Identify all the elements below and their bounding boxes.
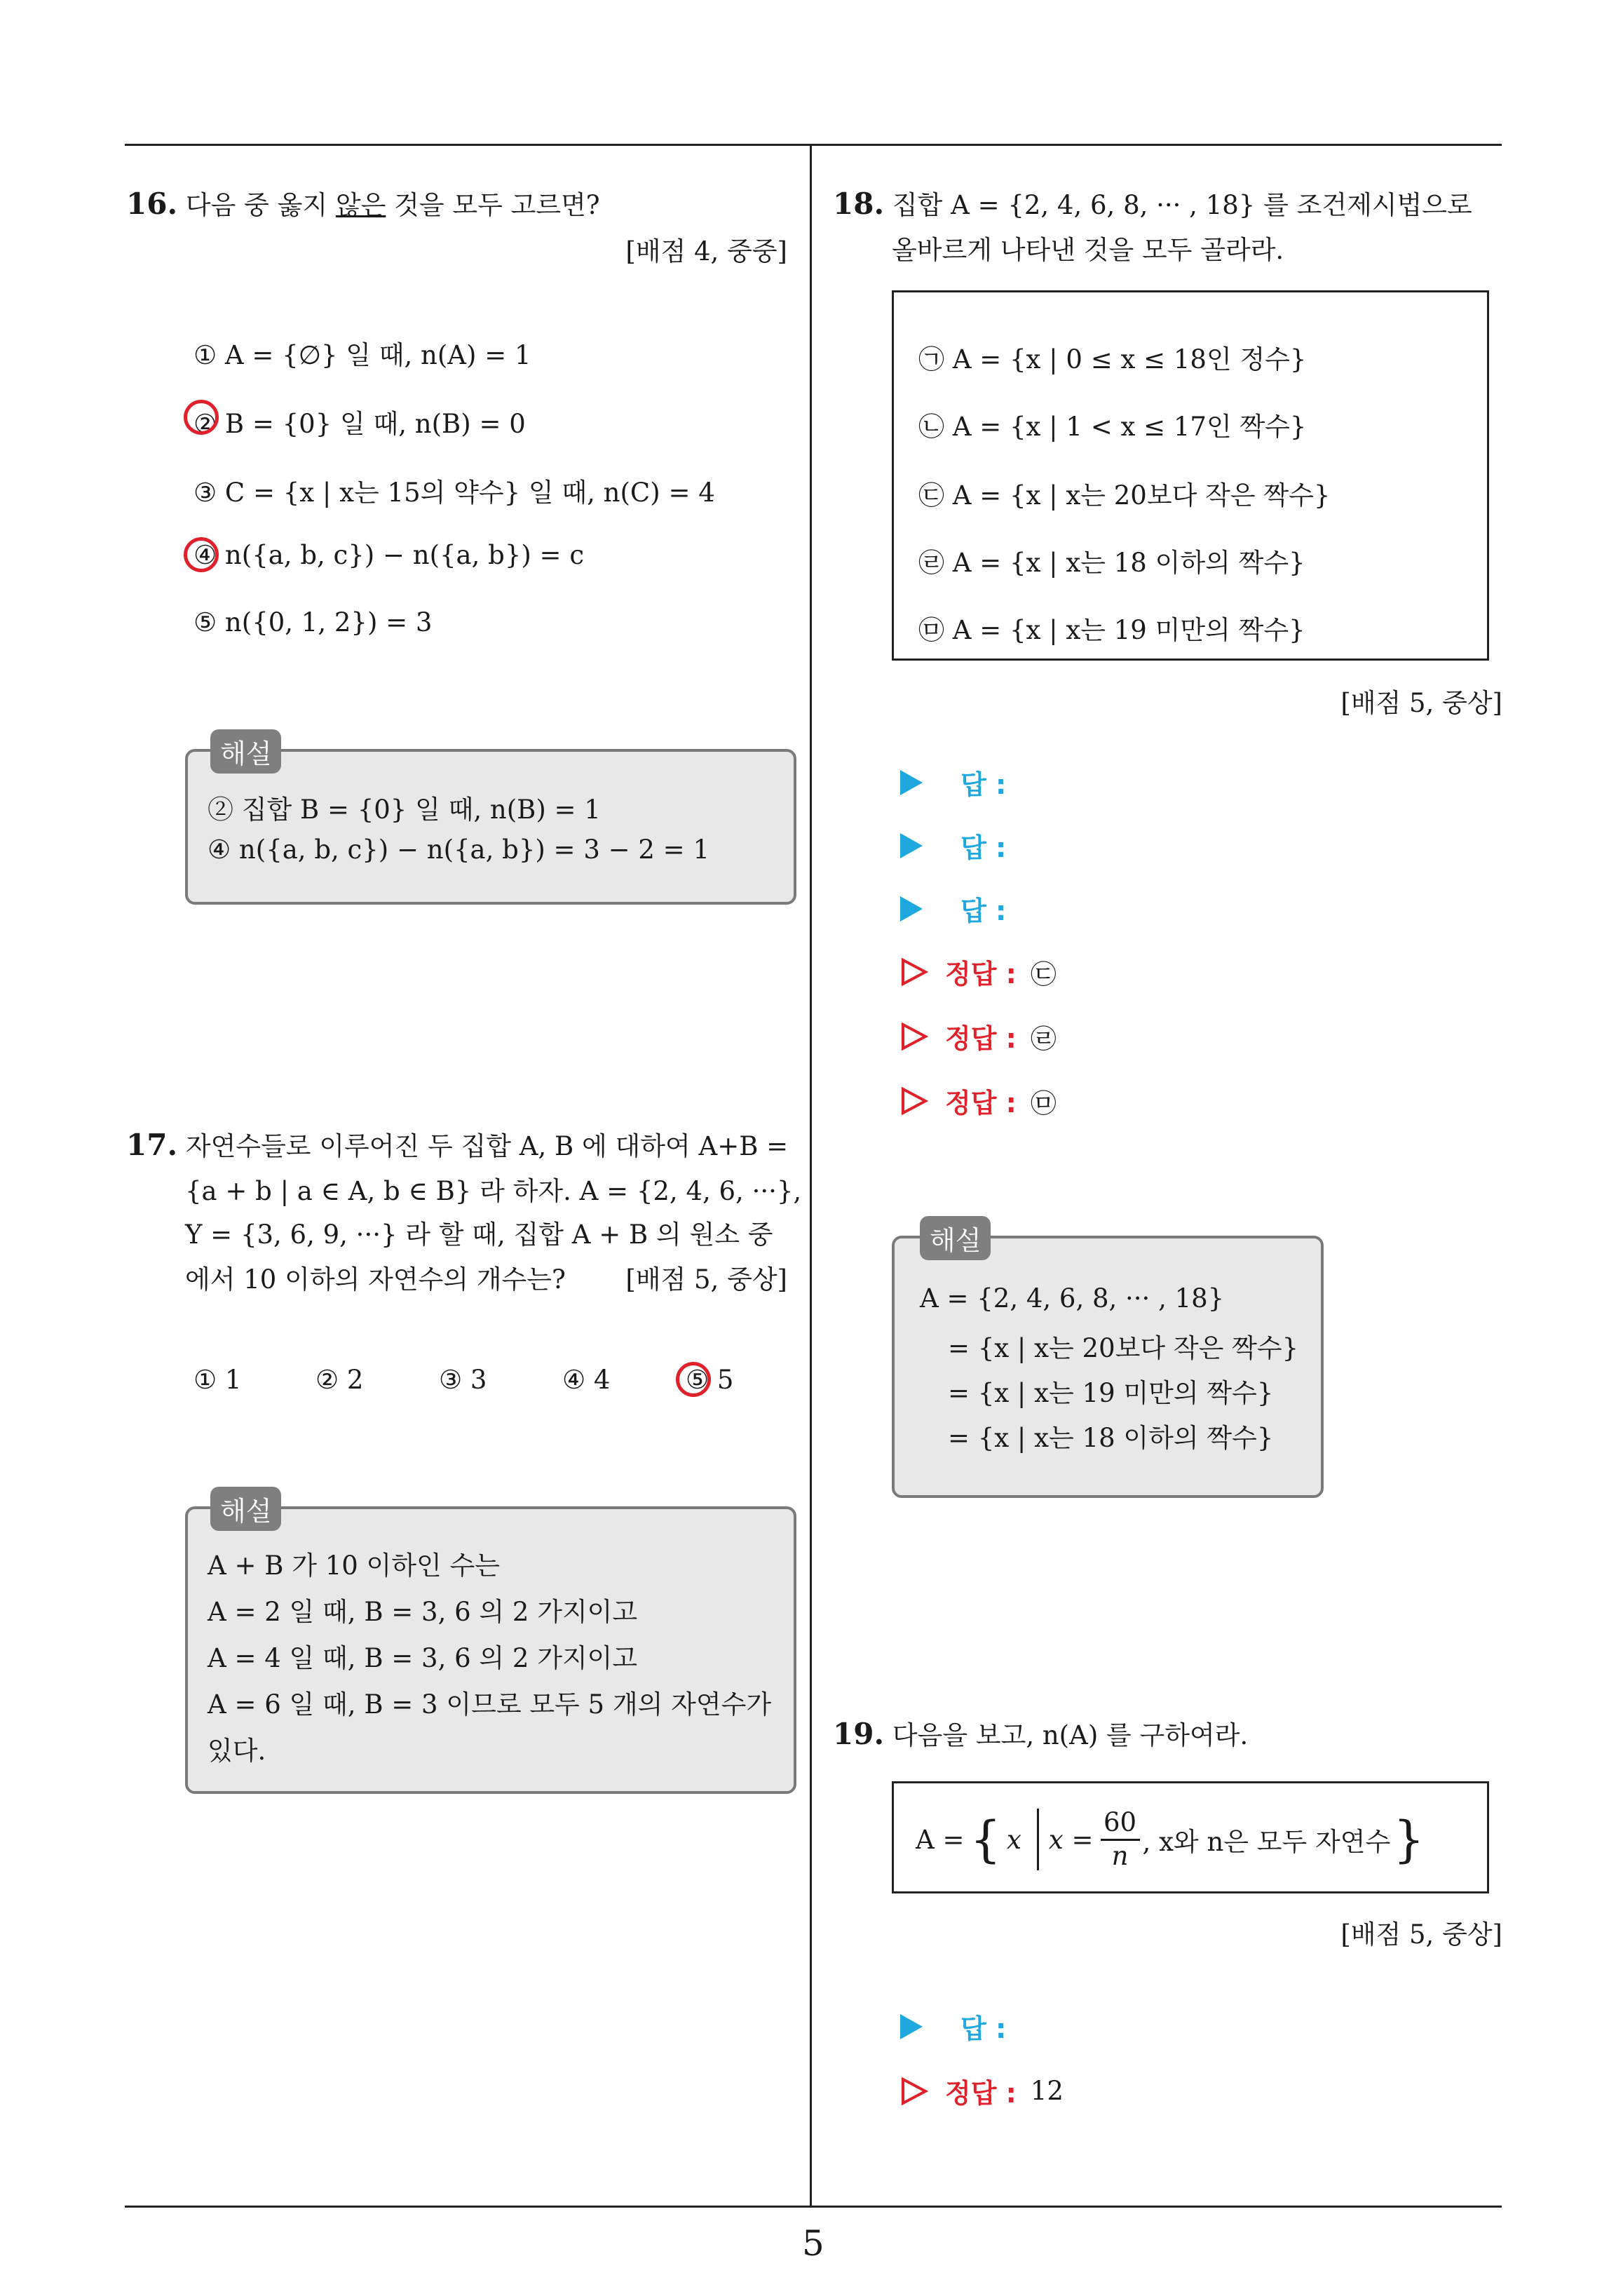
q17-choice-4[interactable]: ④ 4 [562, 1365, 611, 1395]
q18-correct-value-2: ㉣ [1030, 1023, 1057, 1054]
q18-correct-label-1: 정답 : [945, 959, 1017, 990]
q16-choice-3[interactable]: ③ C = {x | x는 15의 약수} 일 때, n(C) = 4 [193, 478, 715, 508]
right-brace-glyph: } [1393, 1811, 1425, 1868]
q16-text-underline: 않은 [335, 190, 386, 220]
q18-line-2: 올바르게 나타낸 것을 모두 골라라. [892, 235, 1284, 265]
q19-correct-value: 12 [1030, 2076, 1064, 2106]
q19-set-lhs: x = [1048, 1824, 1094, 1855]
q18-correct-label-3: 정답 : [945, 1088, 1017, 1119]
q16-text-after: 것을 모두 고르면? [386, 190, 600, 220]
q19-question [833, 1714, 1248, 1752]
q18-answer-row-2[interactable] [900, 826, 1006, 865]
q17-number: 17. [126, 1128, 178, 1162]
top-rule [125, 144, 1502, 146]
q17-line-1 [126, 1125, 788, 1163]
q18-correct-row-1 [900, 952, 1057, 991]
q19-frac-den: n [1111, 1840, 1129, 1871]
q18-option-5: ㉤ A = {x | x는 19 미만의 짝수} [918, 615, 1305, 645]
q18-option-4: ㉣ A = {x | x는 18 이하의 짝수} [918, 548, 1305, 578]
q17-line-2: {a + b | a ∈ A, b ∈ B} 라 하자. A = {2, 4, 6, ···}, [185, 1176, 802, 1206]
q16-choice-2-mark [184, 400, 219, 435]
q19-frac-num: 60 [1103, 1807, 1137, 1837]
q19-score: [배점 5, 중상] [1340, 1919, 1502, 1950]
q16-choice-4[interactable]: ④ n({a, b, c}) − n({a, b}) = c [193, 540, 585, 570]
q17-choice-5-mark [676, 1362, 711, 1397]
q17-solution-line-4: A = 6 일 때, B = 3 이므로 모두 5 개의 자연수가 [208, 1689, 772, 1720]
column-divider [810, 145, 812, 2207]
q17-solution-line-2: A = 2 일 때, B = 3, 6 의 2 가지이고 [208, 1597, 638, 1627]
answer-arrow-icon [900, 833, 923, 858]
q17-solution-tag: 해설 [210, 1487, 281, 1531]
q16-solution-tag: 해설 [210, 729, 281, 774]
answer-arrow-icon [900, 2014, 923, 2039]
q18-correct-row-2 [900, 1017, 1057, 1055]
answer-arrow-icon [900, 896, 923, 921]
q19-set-rest: , x와 n은 모두 자연수 [1142, 1827, 1391, 1857]
q17-choice-1[interactable]: ① 1 [193, 1365, 242, 1395]
q17-line-3: Y = {3, 6, 9, ···} 라 할 때, 집합 A + B 의 원소 중 [185, 1220, 773, 1250]
q16-score: [배점 4, 중중] [625, 236, 787, 266]
q16-choice-4-mark [184, 537, 219, 572]
q17-choice-3[interactable]: ③ 3 [439, 1365, 487, 1395]
q17-solution-line-1: A + B 가 10 이하인 수는 [208, 1551, 501, 1581]
q16-text-before: 다음 중 옳지 [185, 190, 336, 220]
q18-option-3: ㉢ A = {x | x는 20보다 작은 짝수} [918, 480, 1331, 511]
q18-solution-line-2: = {x | x는 20보다 작은 짝수} [948, 1333, 1299, 1363]
q16-number: 16. [126, 187, 178, 221]
q16-choice-5[interactable]: ⑤ n({0, 1, 2}) = 3 [193, 607, 433, 637]
q18-answer-label-3: 답 : [960, 896, 1007, 926]
q18-correct-value-3: ㉤ [1030, 1088, 1057, 1119]
q18-solution-tag: 해설 [920, 1216, 991, 1260]
q18-answer-label-2: 답 : [960, 832, 1007, 863]
q19-fraction [1101, 1809, 1140, 1870]
q17-solution-line-5: 있다. [208, 1736, 266, 1766]
q16-solution-line-2: ④ n({a, b, c}) − n({a, b}) = 3 − 2 = 1 [208, 835, 709, 865]
q19-correct-row [900, 2072, 1064, 2110]
q18-solution-line-4: = {x | x는 18 이하의 짝수} [948, 1423, 1274, 1453]
q19-correct-label: 정답 : [945, 2078, 1017, 2109]
q18-answer-label-1: 답 : [960, 769, 1007, 800]
q17-choice-5[interactable]: ⑤ 5 [686, 1365, 734, 1395]
left-brace-glyph: { [970, 1811, 1002, 1868]
q18-correct-row-3 [900, 1081, 1057, 1120]
correct-arrow-icon [900, 2077, 928, 2105]
q18-correct-value-1: ㉢ [1030, 959, 1057, 990]
correct-arrow-icon [900, 1087, 928, 1115]
q17-solution-line-3: A = 4 일 때, B = 3, 6 의 2 가지이고 [208, 1643, 638, 1673]
q16-choice-1[interactable]: ① A = {∅} 일 때, n(A) = 1 [193, 340, 531, 370]
q19-set-prefix: A = [916, 1824, 965, 1855]
q17-score: [배점 5, 중상] [625, 1264, 787, 1295]
q17-line-4: 에서 10 이하의 자연수의 개수는? [185, 1264, 566, 1295]
q19-number: 19. [833, 1717, 885, 1751]
page-number: 5 [802, 2223, 824, 2264]
q18-number: 18. [833, 187, 885, 221]
q18-answer-row-3[interactable] [900, 889, 1006, 928]
q16-choice-2[interactable]: ② B = {0} 일 때, n(B) = 0 [193, 409, 526, 439]
answer-arrow-icon [900, 770, 923, 795]
q17-text-1: 자연수들로 이루어진 두 집합 A, B 에 대하여 A+B = [185, 1131, 789, 1161]
q19-answer-row[interactable] [900, 2007, 1006, 2046]
q16-question [126, 184, 600, 222]
q18-solution-line-3: = {x | x는 19 미만의 짝수} [948, 1378, 1274, 1408]
q17-choice-2[interactable]: ② 2 [315, 1365, 364, 1395]
q16-solution-line-1: ② 집합 B = {0} 일 때, n(B) = 1 [208, 795, 601, 825]
q18-option-2: ㉡ A = {x | 1 < x ≤ 17인 짝수} [918, 412, 1307, 442]
q18-score: [배점 5, 중상] [1340, 688, 1502, 718]
q18-option-1: ㉠ A = {x | 0 ≤ x ≤ 18인 정수} [918, 344, 1307, 374]
q18-text-1: 집합 A = {2, 4, 6, 8, ··· , 18} 를 조건제시법으로 [892, 190, 1472, 220]
q18-line-1 [833, 184, 1472, 222]
q19-answer-label: 답 : [960, 2013, 1007, 2044]
q19-set-var: x [1007, 1824, 1021, 1855]
q18-solution-line-1: A = {2, 4, 6, 8, ··· , 18} [920, 1283, 1225, 1314]
q19-set-definition [916, 1801, 1425, 1878]
correct-arrow-icon [900, 958, 928, 986]
correct-arrow-icon [900, 1022, 928, 1051]
bottom-rule [125, 2206, 1502, 2208]
q19-text: 다음을 보고, n(A) 를 구하여라. [892, 1720, 1249, 1750]
set-bar-divider [1037, 1809, 1039, 1870]
q18-correct-label-2: 정답 : [945, 1023, 1017, 1054]
q18-solution-box [892, 1236, 1324, 1498]
q18-answer-row-1[interactable] [900, 763, 1006, 802]
